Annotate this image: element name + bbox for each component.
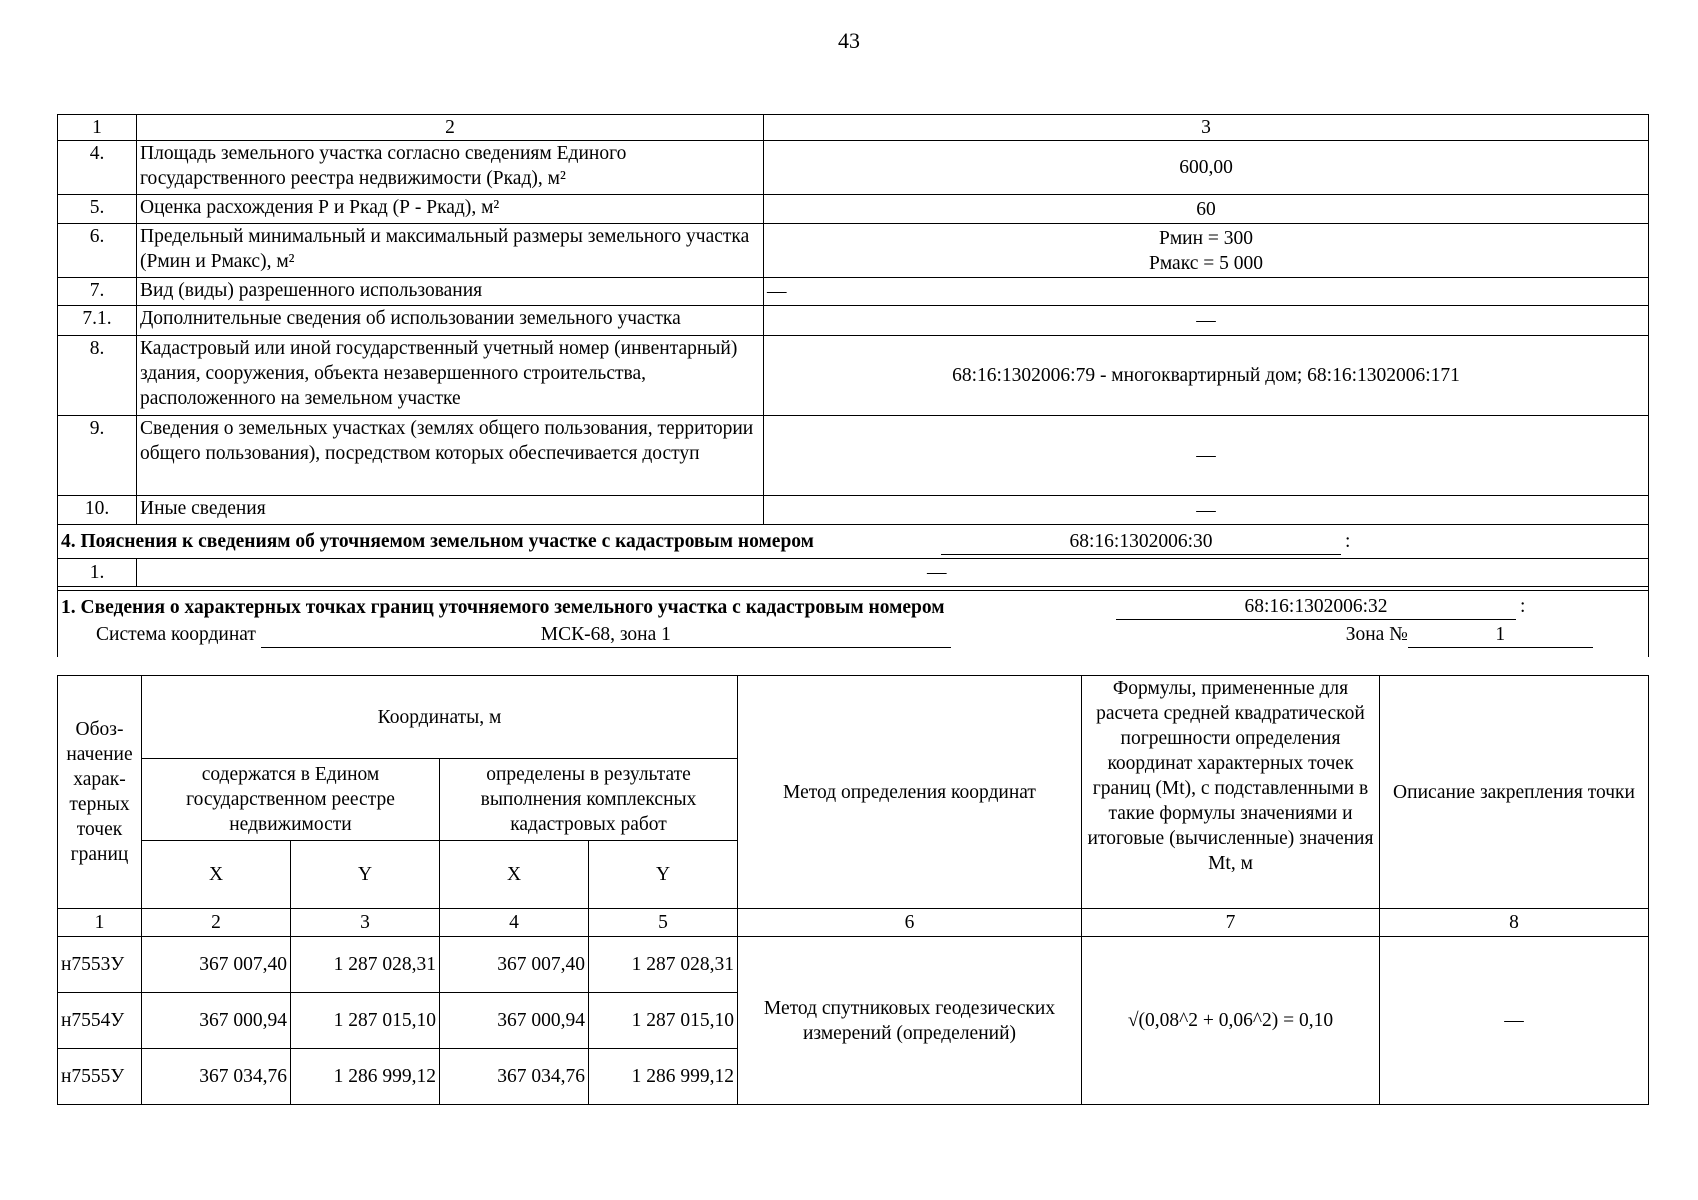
row-label: Оценка расхождения Р и Ркад (Р - Ркад), м² — [137, 195, 764, 224]
col-number: 7 — [1082, 909, 1380, 937]
x-egrn: 367 000,94 — [142, 993, 291, 1049]
col-number: 1 — [58, 909, 142, 937]
row-value: — — [764, 306, 1649, 336]
point-id: н7554У — [58, 993, 142, 1049]
coord-system-label: Система координат — [96, 624, 256, 646]
header-col-2: 2 — [137, 115, 764, 141]
coord-system-value: МСК-68, зона 1 — [261, 622, 951, 648]
x-egrn: 367 034,76 — [142, 1049, 291, 1105]
header-x1: X — [142, 841, 291, 909]
row-value: — — [764, 278, 1649, 306]
point-id: н7553У — [58, 937, 142, 993]
y-kkr: 1 286 999,12 — [589, 1049, 738, 1105]
header-method: Метод определения координат — [738, 676, 1082, 909]
section1-header-row — [58, 591, 1649, 657]
y-kkr: 1 287 015,10 — [589, 993, 738, 1049]
header-y2: Y — [589, 841, 738, 909]
y-egrn: 1 286 999,12 — [291, 1049, 440, 1105]
row-number: 5. — [58, 195, 137, 224]
point-id: н7555У — [58, 1049, 142, 1105]
section1-cadastral-number: 68:16:1302006:32 — [1116, 594, 1516, 620]
table-row — [58, 195, 1649, 224]
row-label: Кадастровый или иной государственный учетный номер (инвентарный) здания, сооружения, объекта незавершенного строительства, расположенного на земельном участке — [137, 336, 764, 416]
table-row — [58, 278, 1649, 306]
section4-cadastral-number: 68:16:1302006:30 — [941, 529, 1341, 555]
x-kkr: 367 000,94 — [440, 993, 589, 1049]
section4-header — [58, 525, 1649, 559]
section1-colon: : — [1520, 596, 1526, 617]
zone-label: Зона № — [1345, 624, 1408, 646]
table-row — [58, 141, 1649, 195]
section4-colon: : — [1345, 530, 1351, 552]
table-header-row — [58, 115, 1649, 141]
header-y1: Y — [291, 841, 440, 909]
col-number: 2 — [142, 909, 291, 937]
column-numbers-row — [58, 909, 1649, 937]
row-label: Дополнительные сведения об использовании земельного участка — [137, 306, 764, 336]
col-number: 3 — [291, 909, 440, 937]
table-row — [58, 224, 1649, 278]
col-number: 4 — [440, 909, 589, 937]
method-value: Метод спутниковых геодезических измерений (определений) — [738, 937, 1082, 1105]
table-row — [58, 937, 1649, 993]
section4-title: 4. Пояснения к сведениям об уточняемом земельном участке с кадастровым номером — [61, 530, 814, 552]
row-number: 10. — [58, 496, 137, 525]
row-label: Сведения о земельных участках (землях общего пользования, территории общего пользования), посредством которых обеспечивается доступ — [137, 416, 764, 496]
row-number: 7. — [58, 278, 137, 306]
row-value: — — [764, 496, 1649, 525]
table-row — [58, 496, 1649, 525]
zone-value: 1 — [1408, 622, 1593, 648]
row-number: 1. — [58, 559, 137, 587]
row-value: 600,00 — [764, 141, 1649, 195]
table-row — [58, 559, 1649, 587]
page-number: 43 — [838, 28, 860, 53]
y-egrn: 1 287 015,10 — [291, 993, 440, 1049]
col-number: 6 — [738, 909, 1082, 937]
header-col-1: 1 — [58, 115, 137, 141]
table-header-row — [58, 676, 1649, 759]
header-description: Описание закрепления точки — [1380, 676, 1649, 909]
row-number: 8. — [58, 336, 137, 416]
row-value: 68:16:1302006:79 - многоквартирный дом; 68:16:1302006:171 — [764, 336, 1649, 416]
row-label: Вид (виды) разрешенного использования — [137, 278, 764, 306]
header-col-3: 3 — [764, 115, 1649, 141]
table-row — [58, 416, 1649, 496]
max-size-value: Рмакс = 5 000 — [1149, 252, 1263, 274]
header-x2: X — [440, 841, 589, 909]
x-egrn: 367 007,40 — [142, 937, 291, 993]
col-number: 5 — [589, 909, 738, 937]
row-label: Иные сведения — [137, 496, 764, 525]
min-size-value: Рмин = 300 — [1158, 227, 1254, 249]
table-row — [58, 306, 1649, 336]
formula-value: √(0,08^2 + 0,06^2) = 0,10 — [1082, 937, 1380, 1105]
section1-title: 1. Сведения о характерных точках границ уточняемого земельного участка с кадастровым номером — [61, 597, 945, 619]
x-kkr: 367 007,40 — [440, 937, 589, 993]
row-value: — — [137, 559, 1649, 587]
boundary-points-table — [57, 675, 1649, 1105]
row-label: Площадь земельного участка согласно сведениям Единого государственного реестра недвижимости (Ркад), м² — [137, 141, 764, 195]
row-number: 7.1. — [58, 306, 137, 336]
row-value: 60 — [764, 195, 1649, 224]
parcel-info-table — [57, 114, 1649, 657]
table-row — [58, 336, 1649, 416]
header-egrn: содержатся в Едином государственном реестре недвижимости — [142, 759, 440, 841]
row-number: 6. — [58, 224, 137, 278]
row-value: — — [764, 416, 1649, 496]
col-number: 8 — [1380, 909, 1649, 937]
row-label: Предельный минимальный и максимальный размеры земельного участка (Рмин и Рмакс), м² — [137, 224, 764, 278]
section1-header — [58, 591, 1649, 657]
header-coordinates: Координаты, м — [142, 676, 738, 759]
header-designation: Обоз- начение харак- терных точек границ — [58, 676, 142, 909]
y-kkr: 1 287 028,31 — [589, 937, 738, 993]
row-number: 9. — [58, 416, 137, 496]
row-number: 4. — [58, 141, 137, 195]
description-value: — — [1380, 937, 1649, 1105]
y-egrn: 1 287 028,31 — [291, 937, 440, 993]
section4-header-row — [58, 525, 1649, 559]
x-kkr: 367 034,76 — [440, 1049, 589, 1105]
header-kkr: определены в результате выполнения комплексных кадастровых работ — [440, 759, 738, 841]
row-value — [764, 224, 1649, 278]
header-formula: Формулы, примененные для расчета средней квадратической погрешности определения координат характерных точек границ (Mt), с подставленными в такие формулы значениями и итоговые (вычисленные) значения Mt, м — [1082, 676, 1380, 909]
